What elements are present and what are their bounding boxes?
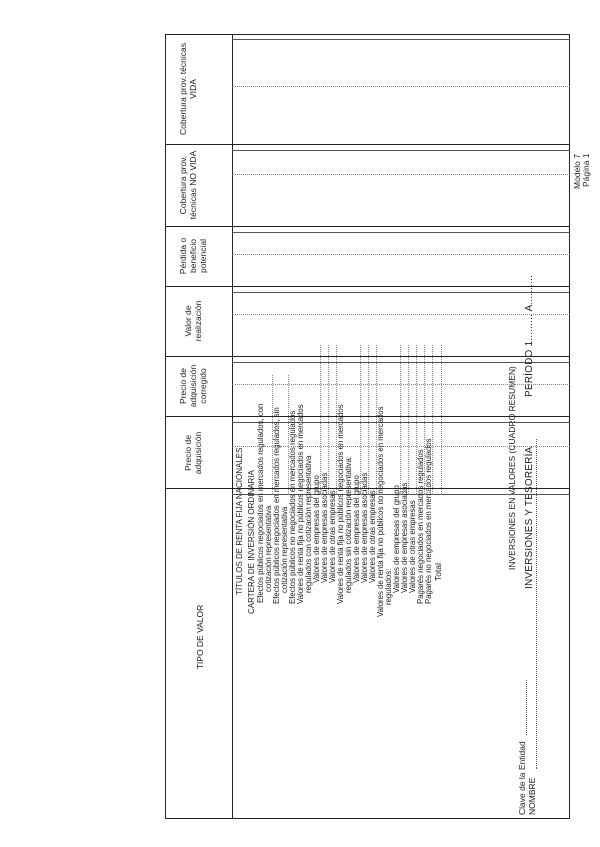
col-guide-2 [232, 422, 570, 423]
col-header-cobertura-no-vida: Cobertura prov. técnicas NO VIDA [178, 150, 198, 220]
row-renta-fija-no-negociados-1: Valores de renta fija no públicos no negociados en mercados [376, 406, 385, 617]
col-dots-3 [232, 314, 570, 315]
col-header-precio-adquisicion: Precio de adquisición [183, 431, 203, 475]
row-renta-fija-con-cotizacion-1: Valores de renta fija no públicos negociados en mercados [296, 404, 305, 604]
periodo-field[interactable]: PERÍODO 1......... A.......... [524, 274, 535, 397]
row-efectos-publicos-sin-2: cotización representativa [280, 506, 289, 593]
col-dots-2 [232, 384, 570, 385]
row-renta-fija-sin-cotizacion-1: Valores de renta fija no públicos negociados en mercados [336, 404, 345, 604]
row-empresas-asociadas-2: Valores de empresas asociadas [360, 472, 369, 583]
col-dots-6 [232, 86, 570, 87]
col-dots-1 [232, 446, 570, 447]
col-sep-6 [165, 144, 570, 145]
page-subtitle: INVERSIONES EN VALORES (CUADRO RESUMEN) [507, 366, 517, 570]
row-efectos-publicos-con-2: cotización representativa [264, 505, 273, 592]
col-sep-4 [165, 286, 570, 287]
row-renta-fija-con-cotizacion-2: regulados con cotización representativa [304, 455, 313, 593]
col-dots-4 [232, 254, 570, 255]
row-total: Total [433, 563, 443, 581]
row-leader [368, 345, 369, 495]
header-separator [232, 34, 233, 819]
row-leader [432, 345, 433, 495]
row-leader [408, 345, 409, 495]
pagina-label: Página 1 [581, 153, 591, 187]
row-pagares-no-negociados: Pagarés no negociados en mercados regulados [424, 438, 433, 604]
modelo-label: Modelo 7 [572, 154, 582, 189]
row-otras-empresas-3: Valores de otras empresas [408, 500, 417, 593]
row-leader [441, 345, 442, 495]
col-sep-5 [165, 226, 570, 227]
col-guide-7 [232, 39, 570, 40]
col-guide-5 [232, 232, 570, 233]
clave-entidad-label: Clave de la Entidad [517, 741, 527, 815]
col-header-perdida-beneficio: Pérdida o beneficio potencial [178, 237, 208, 275]
row-titulos-renta-fija: TÍTULOS DE RENTA FIJA NACIONALES [235, 447, 244, 595]
nombre-label: NOMBRE [527, 777, 537, 815]
row-empresas-grupo-3: Valores de empresas del grupo [392, 485, 401, 593]
row-leader [400, 345, 401, 495]
row-efectos-no-negociados: Efectos públicos no negociados en mercados regulados [288, 410, 297, 604]
col-guide-6 [232, 150, 570, 151]
row-empresas-grupo-2: Valores de empresas del grupo [352, 475, 361, 583]
col-guide-3 [232, 362, 570, 363]
col-dots-5 [232, 174, 570, 175]
row-efectos-publicos-con-1: Efectos públicos negociados en mercados regulados, con [256, 403, 265, 603]
col-header-valor-realizacion: Valor de realización [183, 300, 203, 342]
col-header-precio-corregido: Precio de adquisición corregido [178, 364, 208, 408]
row-renta-fija-no-negociados-2: regulados: [384, 568, 393, 605]
col-guide-4 [232, 292, 570, 293]
row-leader [328, 345, 329, 495]
page-title: INVERSIONES Y TESORERÍA [524, 446, 535, 589]
row-otras-empresas-1: Valores de otras empresas [328, 490, 337, 583]
row-empresas-asociadas-3: Valores de empresas asociadas [400, 482, 409, 593]
row-empresas-grupo-1: Valores de empresas del grupo [312, 475, 321, 583]
row-empresas-asociadas-1: Valores de empresas asociadas [320, 472, 329, 583]
row-renta-fija-sin-cotizacion-2: regulados sin cotización representativa: [344, 456, 353, 593]
row-otras-empresas-2: Valores de otras empresas [368, 490, 377, 583]
row-efectos-publicos-sin-1: Efectos públicos negociados en mercados regulados, sin [272, 407, 281, 604]
row-pagares-negociados: Pagarés negociados en mercados regulados [416, 449, 425, 604]
col-header-tipo-valor: TIPO DE VALOR [195, 604, 205, 670]
row-cartera-inversion: CARTERA DE INVERSIÓN ORDINARIA [247, 470, 256, 614]
col-header-cobertura-vida: Cobertura prov. técnicas VIDA [178, 43, 198, 135]
